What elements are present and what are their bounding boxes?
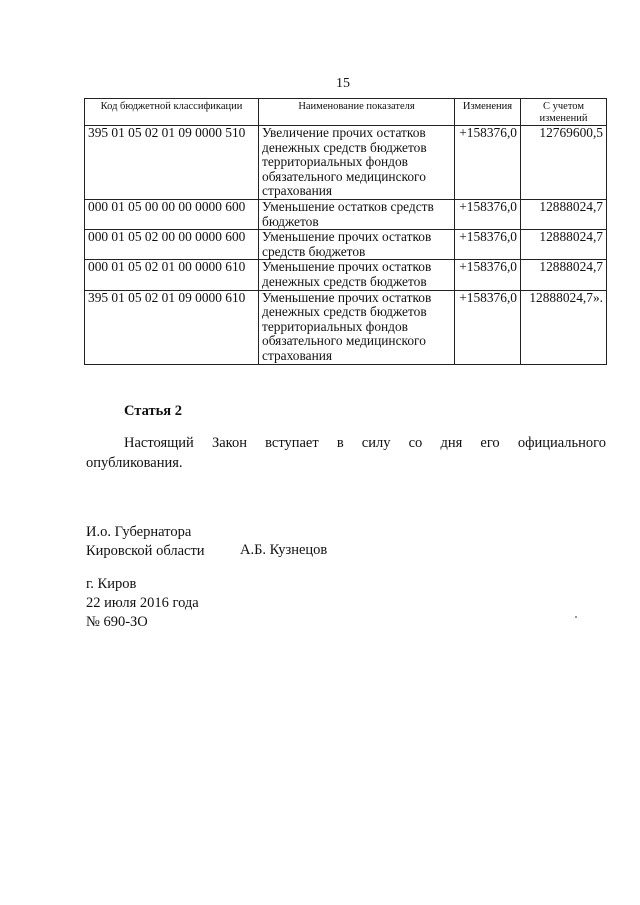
table-body xyxy=(85,126,607,365)
cell-name: Увеличение прочих остатков денежных средств бюджетов территориальных фондов обязательного медицинского страхования xyxy=(259,126,455,200)
table-row xyxy=(85,199,607,229)
cell-name: Уменьшение прочих остатков денежных средств бюджетов xyxy=(259,260,455,290)
article-text-line: Настоящий Закон вступает в силу со дня его официального xyxy=(124,435,606,451)
budget-table xyxy=(84,98,607,365)
table-row xyxy=(85,290,607,364)
article-text-line: опубликования. xyxy=(86,455,183,471)
cell-code: 000 01 05 02 00 00 0000 600 xyxy=(85,230,259,260)
scan-speck xyxy=(575,616,577,618)
cell-code: 000 01 05 02 01 00 0000 610 xyxy=(85,260,259,290)
law-date: 22 июля 2016 года xyxy=(86,595,199,611)
header-total: С учетом изменений xyxy=(521,99,607,126)
cell-change: +158376,0 xyxy=(455,126,521,200)
cell-total: 12888024,7 xyxy=(521,199,607,229)
cell-total: 12888024,7 xyxy=(521,230,607,260)
page-number: 15 xyxy=(336,76,350,91)
cell-change: +158376,0 xyxy=(455,260,521,290)
table-header xyxy=(85,99,607,126)
cell-change: +158376,0 xyxy=(455,230,521,260)
cell-total: 12888024,7 xyxy=(521,260,607,290)
cell-code: 000 01 05 00 00 00 0000 600 xyxy=(85,199,259,229)
signatory-name: А.Б. Кузнецов xyxy=(240,542,328,558)
cell-name: Уменьшение прочих остатков средств бюджетов xyxy=(259,230,455,260)
cell-code: 395 01 05 02 01 09 0000 510 xyxy=(85,126,259,200)
header-row xyxy=(85,99,607,126)
law-number: № 690-ЗО xyxy=(86,614,148,630)
place: г. Киров xyxy=(86,576,137,592)
cell-name: Уменьшение прочих остатков денежных средств бюджетов территориальных фондов обязательного медицинского страхования xyxy=(259,290,455,364)
cell-total: 12888024,7». xyxy=(521,290,607,364)
table-row xyxy=(85,260,607,290)
cell-change: +158376,0 xyxy=(455,199,521,229)
signatory-role: И.о. Губернатора xyxy=(86,524,192,540)
header-change: Изменения xyxy=(455,99,521,126)
signatory-region: Кировской области xyxy=(86,543,205,559)
table-row xyxy=(85,126,607,200)
table-row xyxy=(85,230,607,260)
cell-code: 395 01 05 02 01 09 0000 610 xyxy=(85,290,259,364)
header-name: Наименование показателя xyxy=(259,99,455,126)
article-title: Статья 2 xyxy=(124,403,182,419)
header-code: Код бюджетной классификации xyxy=(85,99,259,126)
cell-name: Уменьшение остатков средств бюджетов xyxy=(259,199,455,229)
cell-total: 12769600,5 xyxy=(521,126,607,200)
cell-change: +158376,0 xyxy=(455,290,521,364)
article-body xyxy=(86,433,606,473)
